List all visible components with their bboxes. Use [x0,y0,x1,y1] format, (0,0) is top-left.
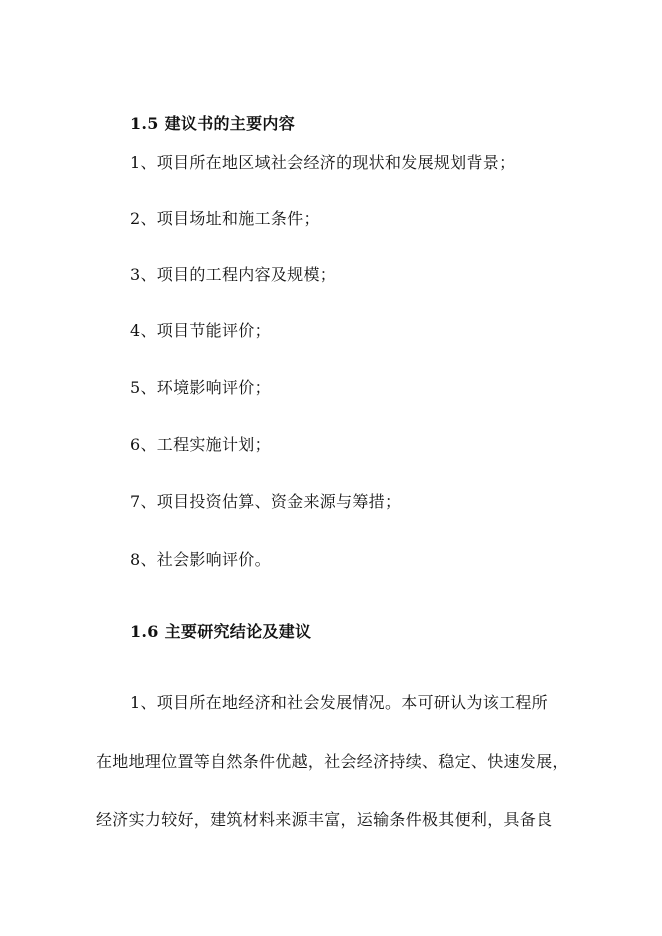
list-item: 7、项目投资估算、资金来源与筹措； [130,492,402,511]
list-item: 2、项目场址和施工条件； [130,209,320,228]
list-item: 4、项目节能评价； [130,321,271,340]
section-heading-1-6: 1.6 主要研究结论及建议 [130,622,312,641]
paragraph-line: 在地地理位置等自然条件优越，社会经济持续、稳定、快速发展， [96,752,569,771]
paragraph-line: 1、项目所在地经济和社会发展情况。本可研认为该工程所 [130,693,548,712]
section-heading-1-5: 1.5 建议书的主要内容 [130,114,296,133]
list-item: 3、项目的工程内容及规模； [130,265,337,284]
list-item: 6、工程实施计划； [130,435,271,454]
list-item: 8、社会影响评价。 [130,550,271,569]
list-item: 1、项目所在地区域社会经济的现状和发展规划背景； [130,153,516,172]
paragraph-line: 经济实力较好，建筑材料来源丰富，运输条件极其便利，具备良 [96,810,553,829]
list-item: 5、环境影响评价； [130,378,271,397]
